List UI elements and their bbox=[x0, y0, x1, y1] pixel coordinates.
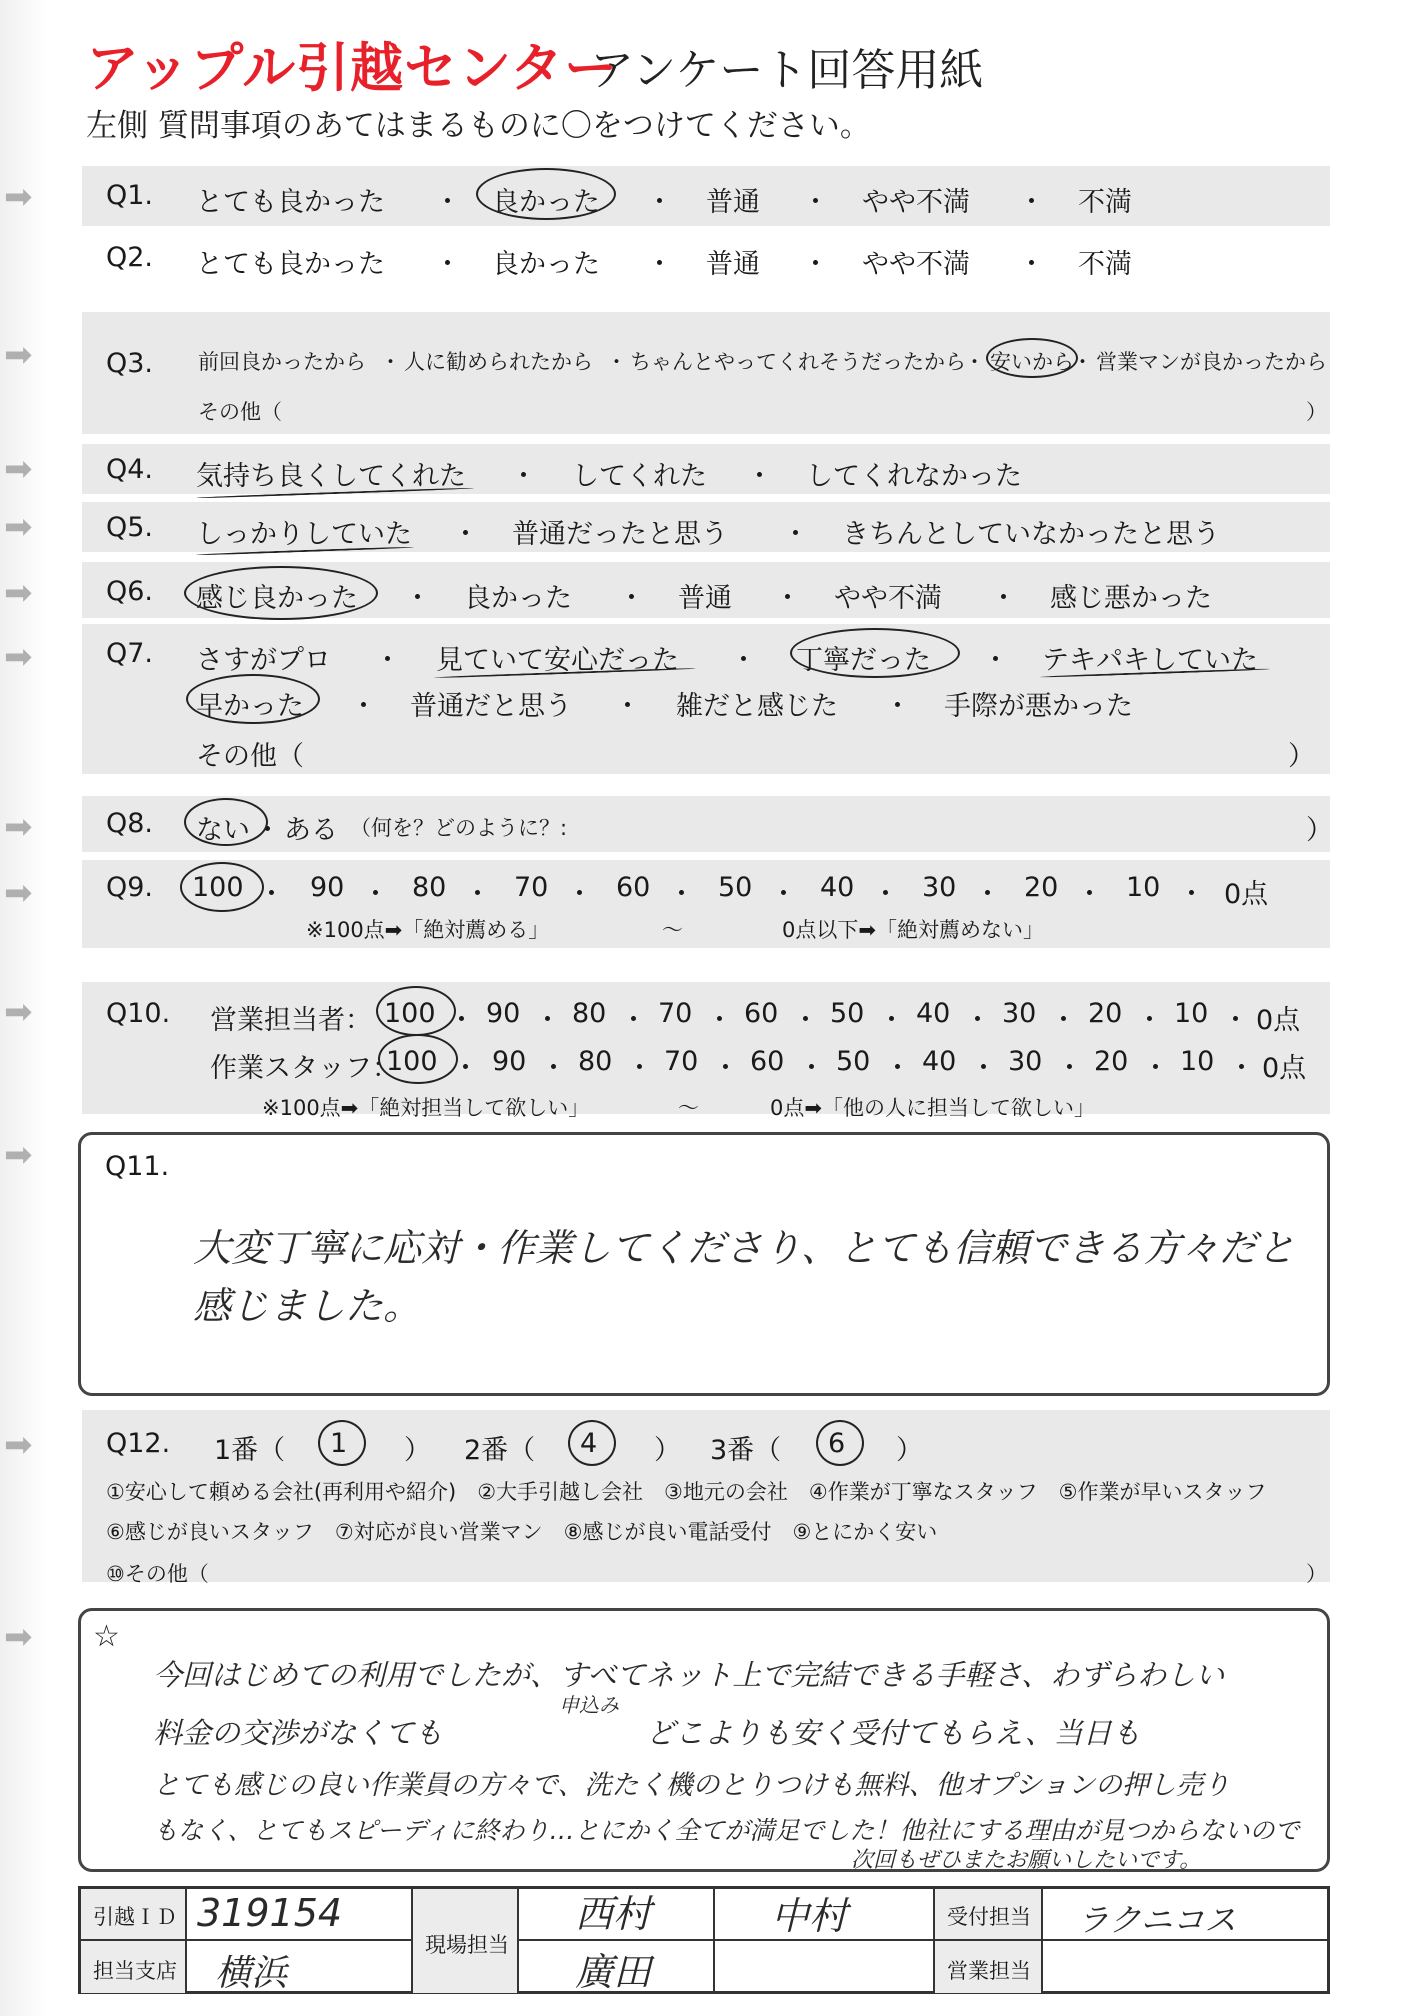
question-q5 bbox=[106, 504, 1336, 552]
q12-rank3-label: 3番（ bbox=[710, 1435, 782, 1466]
q10-sales-score-90[interactable]: 90 bbox=[486, 998, 521, 1029]
q7-option-3[interactable]: 丁寧だった bbox=[796, 645, 931, 676]
separator-dot: ・ bbox=[964, 1005, 991, 1036]
question-q2 bbox=[106, 234, 1336, 282]
question-q9 bbox=[106, 864, 1336, 912]
comment-insert: 申込み bbox=[559, 1693, 619, 1717]
q7-other-label: その他（ bbox=[196, 741, 304, 772]
separator-dot: ・ bbox=[362, 879, 389, 910]
q7-other-row bbox=[106, 726, 1336, 774]
q10-sales-score-70[interactable]: 70 bbox=[658, 998, 693, 1029]
reception-label: 受付担当 bbox=[947, 1905, 1031, 1929]
sales-label: 営業担当 bbox=[947, 1959, 1031, 1983]
separator-dot: ・ bbox=[802, 187, 829, 218]
q9-score-70[interactable]: 70 bbox=[514, 872, 549, 903]
separator-dot: ・ bbox=[566, 879, 593, 910]
separator-dot: ・ bbox=[746, 461, 773, 492]
q10-staff-score-0[interactable]: 0点 bbox=[1262, 1053, 1307, 1084]
arrow-right-icon: ➡ bbox=[4, 1425, 33, 1465]
question-q7 bbox=[106, 630, 1336, 678]
site-value-2-cell[interactable] bbox=[519, 1941, 715, 1993]
question-number: Q9. bbox=[106, 872, 154, 903]
q5-option-1[interactable]: しっかりしていた bbox=[196, 519, 412, 550]
q10-staff-score-20[interactable]: 20 bbox=[1094, 1046, 1129, 1077]
q10-staff-score-100[interactable]: 100 bbox=[386, 1046, 438, 1077]
separator-dot: ・ bbox=[802, 249, 829, 280]
q6-option-4[interactable]: やや不満 bbox=[834, 583, 942, 614]
q1-option-2[interactable]: 良かった bbox=[492, 187, 600, 218]
separator-dot: ・ bbox=[464, 879, 491, 910]
q9-note bbox=[106, 906, 1336, 954]
move-id-label: 引越ＩＤ bbox=[93, 1905, 177, 1929]
site-value-1-cell[interactable] bbox=[519, 1889, 715, 1941]
separator-dot: ・ bbox=[1056, 1053, 1083, 1084]
separator-dot: ・ bbox=[770, 879, 797, 910]
comment-line-3: とても感じの良い作業員の方々で、洗たく機のとりつけも無料、他オプションの押し売り bbox=[153, 1770, 1231, 1801]
separator-dot: ・ bbox=[618, 583, 645, 614]
q9-score-80[interactable]: 80 bbox=[412, 872, 447, 903]
q1-option-4[interactable]: やや不満 bbox=[862, 187, 970, 218]
q12-rank2-value[interactable]: 4 bbox=[580, 1428, 598, 1459]
q12-choices-line-2: ⑥感じが良いスタッフ ⑦対応が良い営業マン ⑧感じが良い電話受付 ⑨とにかく安い bbox=[106, 1520, 938, 1544]
q9-score-50[interactable]: 50 bbox=[718, 872, 753, 903]
q10-sales-score-100[interactable]: 100 bbox=[384, 998, 436, 1029]
branch-value: 横浜 bbox=[215, 1953, 288, 1994]
q3-other-row bbox=[106, 390, 1336, 438]
separator-dot: ・ bbox=[620, 1005, 647, 1036]
question-q12 bbox=[106, 1420, 1336, 1468]
separator-dot: ・ bbox=[448, 1005, 475, 1036]
comment-line-4: もなく、とてもスピーディに終わり…とにかく全てが満足でした！他社にする理由が見つからないので bbox=[153, 1816, 1300, 1845]
q10-sales-score-50[interactable]: 50 bbox=[830, 998, 865, 1029]
separator-dot: ・ bbox=[646, 187, 673, 218]
q4-option-1[interactable]: 気持ち良くしてくれた bbox=[196, 461, 466, 492]
brand-title: アップル引越センター bbox=[86, 38, 619, 99]
separator-dot: ・ bbox=[380, 350, 401, 374]
q12-other-label: ⑩その他（ bbox=[106, 1562, 209, 1586]
arrow-right-icon: ➡ bbox=[4, 807, 33, 847]
sales-label-cell bbox=[935, 1941, 1043, 1993]
q7-option-5[interactable]: 早かった bbox=[196, 691, 304, 722]
question-number: Q1. bbox=[106, 180, 154, 211]
q12-rank3-value[interactable]: 6 bbox=[828, 1428, 846, 1459]
q3-other-label: その他（ bbox=[198, 400, 282, 424]
q8-detail-label: （何を？どのように？: bbox=[350, 816, 568, 840]
question-q1 bbox=[106, 172, 1336, 220]
circle-mark bbox=[186, 674, 320, 724]
circle-mark bbox=[184, 566, 378, 620]
separator-dot: ・ bbox=[1228, 1053, 1255, 1084]
q10-sales-score-80[interactable]: 80 bbox=[572, 998, 607, 1029]
arrow-right-icon: ➡ bbox=[4, 507, 33, 547]
separator-dot: ・ bbox=[884, 1053, 911, 1084]
q9-score-0[interactable]: 0点 bbox=[1224, 879, 1269, 910]
q10-staff-score-10[interactable]: 10 bbox=[1180, 1046, 1215, 1077]
separator-dot: ・ bbox=[712, 1053, 739, 1084]
circle-mark bbox=[378, 1034, 458, 1084]
separator-dot: ・ bbox=[1018, 187, 1045, 218]
q8-option-some[interactable]: ある bbox=[284, 815, 338, 846]
comment-line-1: 今回はじめての利用でしたが、すべてネット上で完結できる手軽さ、わずらわしい bbox=[153, 1658, 1225, 1692]
q7-option-1[interactable]: さすがプロ bbox=[196, 645, 331, 676]
separator-dot: ・ bbox=[792, 1005, 819, 1036]
circle-mark bbox=[790, 628, 960, 678]
q3-option-2[interactable]: 人に勧められたから bbox=[404, 350, 593, 374]
q12-rank2-label: 2番（ bbox=[464, 1435, 536, 1466]
q2-option-1[interactable]: とても良かった bbox=[196, 249, 385, 280]
q10-note-tilde: 〜 bbox=[678, 1096, 699, 1120]
q10-sales-label: 営業担当者： bbox=[210, 1005, 372, 1036]
move-id-value-cell[interactable] bbox=[187, 1889, 413, 1941]
q12-rank3-close: ） bbox=[896, 1435, 923, 1466]
separator-dot: ・ bbox=[1050, 1005, 1077, 1036]
q10-sales-score-10[interactable]: 10 bbox=[1174, 998, 1209, 1029]
circle-mark bbox=[476, 168, 616, 220]
q11-answer-box[interactable] bbox=[78, 1132, 1330, 1396]
separator-dot: ・ bbox=[606, 350, 627, 374]
arrow-right-icon: ➡ bbox=[4, 637, 33, 677]
q4-option-2[interactable]: してくれた bbox=[572, 461, 707, 492]
comment-line-2: 料金の交渉がなくても どこよりも安く受付てもらえ、当日も bbox=[153, 1716, 1141, 1750]
question-number: Q4. bbox=[106, 454, 154, 485]
separator-dot: ・ bbox=[668, 879, 695, 910]
move-id-value: 319154 bbox=[197, 1891, 343, 1935]
q3-option-4[interactable]: 安いから bbox=[990, 350, 1074, 374]
separator-dot: ・ bbox=[1076, 879, 1103, 910]
circle-mark bbox=[816, 1420, 864, 1466]
q9-score-100[interactable]: 100 bbox=[192, 872, 244, 903]
arrow-right-icon: ➡ bbox=[4, 177, 33, 217]
q3-other-close: ） bbox=[1306, 400, 1327, 424]
q12-choices-2 bbox=[106, 1508, 1336, 1556]
separator-dot: ・ bbox=[614, 691, 641, 722]
q12-other-close: ） bbox=[1306, 1562, 1327, 1586]
q2-option-2[interactable]: 良かった bbox=[492, 249, 600, 280]
q10-staff-score-90[interactable]: 90 bbox=[492, 1046, 527, 1077]
separator-dot: ・ bbox=[374, 645, 401, 676]
separator-dot: ・ bbox=[884, 691, 911, 722]
comment-line-5: 次回もぜひまたお願いしたいです。 bbox=[851, 1848, 1202, 1873]
circle-mark bbox=[180, 862, 264, 912]
q6-option-3[interactable]: 普通 bbox=[678, 583, 732, 614]
reception-value-cell[interactable] bbox=[1043, 1889, 1327, 1941]
q9-score-40[interactable]: 40 bbox=[820, 872, 855, 903]
question-number: Q6. bbox=[106, 576, 154, 607]
q9-note-right: 0点以下➡「絶対薦めない」 bbox=[782, 918, 1044, 942]
sales-value-cell[interactable] bbox=[1043, 1941, 1327, 1993]
separator-dot: ・ bbox=[798, 1053, 825, 1084]
separator-dot: ・ bbox=[404, 583, 431, 614]
arrow-right-icon: ➡ bbox=[4, 335, 33, 375]
q2-option-5[interactable]: 不満 bbox=[1078, 249, 1132, 280]
star-icon: ☆ bbox=[93, 1619, 120, 1654]
separator-dot: ・ bbox=[510, 461, 537, 492]
q3-option-1[interactable]: 前回良かったから bbox=[198, 350, 366, 374]
site-label: 現場担当 bbox=[425, 1933, 509, 1957]
q9-score-10[interactable]: 10 bbox=[1126, 872, 1161, 903]
separator-dot: ・ bbox=[534, 1005, 561, 1036]
reception-label-cell bbox=[935, 1889, 1043, 1941]
question-q10-staff bbox=[106, 1038, 1336, 1086]
arrow-right-icon: ➡ bbox=[4, 1135, 33, 1175]
q6-option-5[interactable]: 感じ悪かった bbox=[1050, 583, 1212, 614]
separator-dot: ・ bbox=[434, 249, 461, 280]
question-number: Q2. bbox=[106, 242, 154, 273]
q7-option-8[interactable]: 手際が悪かった bbox=[944, 691, 1133, 722]
separator-dot: ・ bbox=[540, 1053, 567, 1084]
separator-dot: ・ bbox=[974, 879, 1001, 910]
arrow-right-icon: ➡ bbox=[4, 573, 33, 613]
q7-option-7[interactable]: 雑だと感じた bbox=[676, 691, 838, 722]
separator-dot: ・ bbox=[258, 879, 285, 910]
q12-rank1-close: ） bbox=[404, 1435, 431, 1466]
instruction-text: 左側 質問事項のあてはまるものに〇をつけてください。 bbox=[86, 108, 871, 144]
staff-info-table bbox=[78, 1886, 1330, 1994]
separator-dot: ・ bbox=[990, 583, 1017, 614]
q2-option-4[interactable]: やや不満 bbox=[862, 249, 970, 280]
q10-sales-score-60[interactable]: 60 bbox=[744, 998, 779, 1029]
q10-note bbox=[106, 1084, 1336, 1132]
comment-box[interactable] bbox=[78, 1608, 1330, 1872]
q10-staff-score-60[interactable]: 60 bbox=[750, 1046, 785, 1077]
question-q10-sales bbox=[106, 990, 1336, 1038]
q1-option-3[interactable]: 普通 bbox=[706, 187, 760, 218]
form-title: アンケート回答用紙 bbox=[590, 45, 984, 96]
q2-option-3[interactable]: 普通 bbox=[706, 249, 760, 280]
arrow-right-icon: ➡ bbox=[4, 1617, 33, 1657]
circle-mark bbox=[318, 1420, 366, 1466]
site-value-4-cell[interactable] bbox=[715, 1941, 935, 1993]
q8-option-none[interactable]: ない bbox=[196, 815, 250, 846]
circle-mark bbox=[568, 1420, 616, 1466]
separator-dot: ・ bbox=[1222, 1005, 1249, 1036]
circle-mark bbox=[376, 986, 456, 1036]
q5-option-3[interactable]: きちんとしていなかったと思う bbox=[842, 519, 1220, 550]
q9-note-tilde: 〜 bbox=[662, 918, 683, 942]
move-id-label-cell bbox=[81, 1889, 187, 1941]
q7-option-2[interactable]: 見ていて安心だった bbox=[436, 645, 679, 676]
q4-option-3[interactable]: してくれなかった bbox=[806, 461, 1022, 492]
q10-note-left: ※100点➡「絶対担当して欲しい」 bbox=[262, 1096, 590, 1120]
arrow-right-icon: ➡ bbox=[4, 449, 33, 489]
separator-dot: ・ bbox=[782, 519, 809, 550]
arrow-right-icon: ➡ bbox=[4, 873, 33, 913]
separator-dot: ・ bbox=[452, 1053, 479, 1084]
q12-choices-line-1: ①安心して頼める会社(再利用や紹介) ②大手引越し会社 ③地元の会社 ④作業が丁寧なスタッフ ⑤作業が早いスタッフ bbox=[106, 1480, 1267, 1504]
q7-option-4[interactable]: テキパキしていた bbox=[1042, 645, 1258, 676]
branch-label-cell bbox=[81, 1941, 187, 1993]
question-number: Q3. bbox=[106, 348, 154, 379]
q9-score-20[interactable]: 20 bbox=[1024, 872, 1059, 903]
separator-dot: ・ bbox=[1018, 249, 1045, 280]
q6-option-2[interactable]: 良かった bbox=[464, 583, 572, 614]
separator-dot: ・ bbox=[1142, 1053, 1169, 1084]
branch-value-cell[interactable] bbox=[187, 1941, 413, 1993]
question-q4 bbox=[106, 446, 1336, 494]
q9-score-60[interactable]: 60 bbox=[616, 872, 651, 903]
circle-mark bbox=[184, 798, 268, 846]
site-label-cell bbox=[413, 1889, 519, 1993]
q11-handwritten-line-2: 感じました。 bbox=[193, 1284, 422, 1328]
q10-staff-score-70[interactable]: 70 bbox=[664, 1046, 699, 1077]
reception-value: ラクニコス bbox=[1077, 1901, 1237, 1939]
separator-dot: ・ bbox=[350, 691, 377, 722]
q1-option-1[interactable]: とても良かった bbox=[196, 187, 385, 218]
q12-choices-other bbox=[106, 1550, 1336, 1598]
separator-dot: ・ bbox=[626, 1053, 653, 1084]
q12-rank1-value[interactable]: 1 bbox=[330, 1428, 348, 1459]
question-number: Q12. bbox=[106, 1428, 171, 1459]
q9-score-90[interactable]: 90 bbox=[310, 872, 345, 903]
q10-staff-score-50[interactable]: 50 bbox=[836, 1046, 871, 1077]
question-q8 bbox=[106, 800, 1336, 848]
q10-sales-score-30[interactable]: 30 bbox=[1002, 998, 1037, 1029]
q5-option-2[interactable]: 普通だったと思う bbox=[512, 519, 728, 550]
question-q3 bbox=[106, 340, 1336, 388]
question-number: Q10. bbox=[106, 998, 171, 1029]
site-value-3: 中村 bbox=[771, 1894, 848, 1938]
site-value-2: 廣田 bbox=[575, 1950, 652, 1994]
separator-dot: ・ bbox=[646, 249, 673, 280]
separator-dot: ・ bbox=[878, 1005, 905, 1036]
q7-other-close: ） bbox=[1288, 741, 1315, 772]
separator-dot: ・ bbox=[1178, 879, 1205, 910]
separator-dot: ・ bbox=[1136, 1005, 1163, 1036]
separator-dot: ・ bbox=[982, 645, 1009, 676]
branch-label: 担当支店 bbox=[93, 1959, 177, 1983]
separator-dot: ・ bbox=[970, 1053, 997, 1084]
q6-option-1[interactable]: 感じ良かった bbox=[196, 583, 358, 614]
q10-sales-score-20[interactable]: 20 bbox=[1088, 998, 1123, 1029]
q12-rank2-close: ） bbox=[654, 1435, 681, 1466]
separator-dot: ・ bbox=[434, 187, 461, 218]
q3-option-5[interactable]: 営業マンが良かったから bbox=[1096, 350, 1327, 374]
q10-sales-score-40[interactable]: 40 bbox=[916, 998, 951, 1029]
q10-sales-score-0[interactable]: 0点 bbox=[1256, 1005, 1301, 1036]
binding-edge bbox=[0, 0, 60, 2016]
separator-dot: ・ bbox=[872, 879, 899, 910]
separator-dot: ・ bbox=[706, 1005, 733, 1036]
q10-staff-score-40[interactable]: 40 bbox=[922, 1046, 957, 1077]
separator-dot: ・ bbox=[1072, 350, 1093, 374]
site-value-1: 西村 bbox=[575, 1892, 652, 1936]
q12-rank1-label: 1番（ bbox=[214, 1435, 286, 1466]
question-number: Q11. bbox=[105, 1151, 170, 1182]
q10-staff-label: 作業スタッフ： bbox=[210, 1053, 399, 1084]
q10-staff-score-80[interactable]: 80 bbox=[578, 1046, 613, 1077]
separator-dot: ・ bbox=[452, 519, 479, 550]
separator-dot: ・ bbox=[964, 350, 985, 374]
question-number: Q7. bbox=[106, 638, 154, 669]
separator-dot: ・ bbox=[254, 815, 281, 846]
q1-option-5[interactable]: 不満 bbox=[1078, 187, 1132, 218]
separator-dot: ・ bbox=[774, 583, 801, 614]
q7-option-6[interactable]: 普通だと思う bbox=[410, 691, 572, 722]
q10-staff-score-30[interactable]: 30 bbox=[1008, 1046, 1043, 1077]
q11-handwritten-line-1: 大変丁寧に応対・作業してくださり、とても信頼できる方々だと bbox=[193, 1226, 1296, 1270]
q8-detail-close: ） bbox=[1306, 815, 1333, 846]
site-value-3-cell[interactable] bbox=[715, 1889, 935, 1941]
question-number: Q5. bbox=[106, 512, 154, 543]
question-number: Q8. bbox=[106, 808, 154, 839]
separator-dot: ・ bbox=[730, 645, 757, 676]
q9-note-left: ※100点➡「絶対薦める」 bbox=[306, 918, 550, 942]
q9-score-30[interactable]: 30 bbox=[922, 872, 957, 903]
circle-mark bbox=[986, 338, 1078, 378]
q10-note-right: 0点➡「他の人に担当して欲しい」 bbox=[770, 1096, 1095, 1120]
q3-option-3[interactable]: ちゃんとやってくれそうだったから bbox=[630, 350, 966, 374]
arrow-right-icon: ➡ bbox=[4, 992, 33, 1032]
